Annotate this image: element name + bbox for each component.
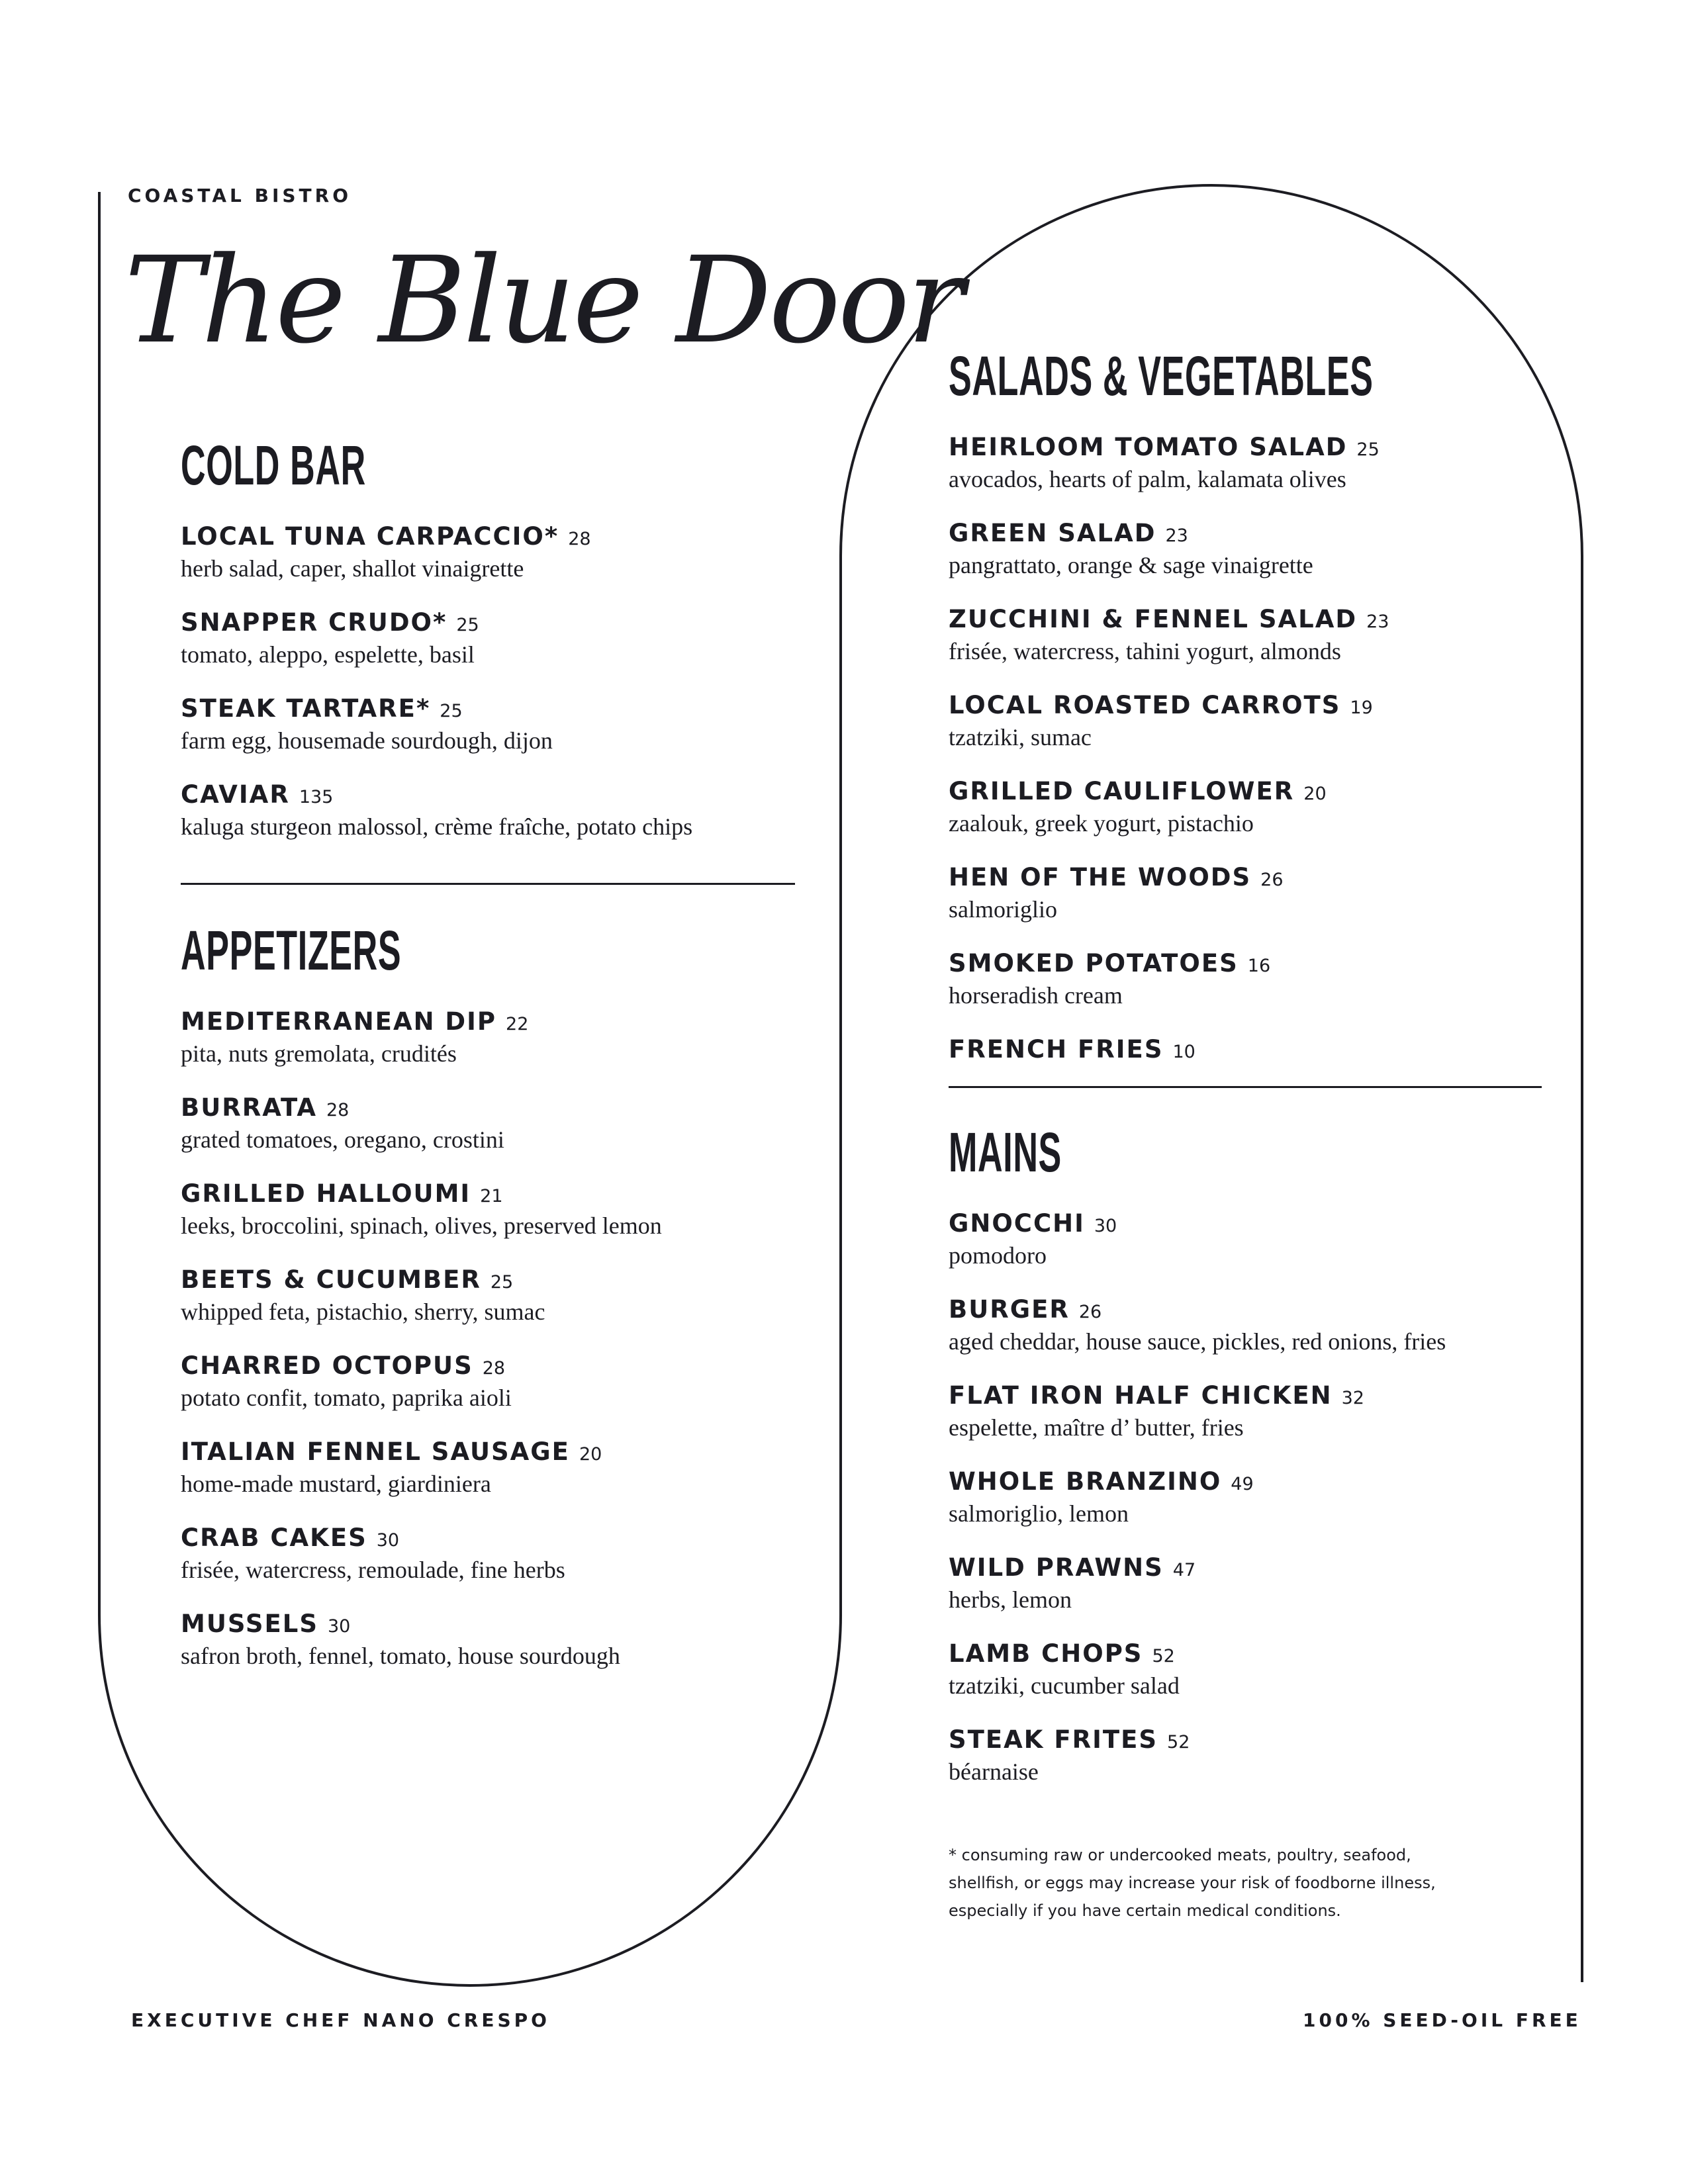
menu-item <box>949 1467 1446 1553</box>
menu-item <box>949 605 1634 691</box>
item-price: 23 <box>1165 525 1188 546</box>
menu-item <box>949 433 1634 519</box>
item-price: 30 <box>376 1530 400 1551</box>
menu-item <box>181 694 692 780</box>
item-name: FRENCH FRIES <box>949 1035 1164 1064</box>
item-description: whipped feta, pistachio, sherry, sumac <box>181 1298 545 1325</box>
menu-item <box>949 1381 1446 1467</box>
menu-item <box>949 1553 1446 1639</box>
menu-item <box>181 1093 662 1179</box>
item-price: 21 <box>480 1186 503 1206</box>
item-price: 25 <box>440 701 463 721</box>
menu-item <box>949 777 1634 863</box>
menu-item <box>181 1610 662 1696</box>
item-description: aged cheddar, house sauce, pickles, red onions, fries <box>949 1328 1446 1355</box>
item-description: salmoriglio <box>949 896 1057 923</box>
section-appetizers <box>181 920 662 1696</box>
item-description: avocados, hearts of palm, kalamata olives <box>949 466 1346 492</box>
item-name: LOCAL ROASTED CARROTS <box>949 691 1341 719</box>
item-price: 25 <box>1356 439 1380 460</box>
item-name: CRAB CAKES <box>181 1524 367 1552</box>
item-price: 26 <box>1260 870 1284 890</box>
item-price: 30 <box>328 1616 351 1637</box>
item-price: 25 <box>456 615 479 635</box>
item-price: 25 <box>490 1272 514 1293</box>
menu-item <box>181 522 692 608</box>
item-name: LOCAL TUNA CARPACCIO* <box>181 522 559 551</box>
menu-item <box>949 1209 1446 1295</box>
menu-item <box>949 519 1634 605</box>
item-price: 28 <box>326 1100 350 1120</box>
item-price: 16 <box>1247 956 1271 976</box>
item-description: salmoriglio, lemon <box>949 1500 1129 1527</box>
item-description: herbs, lemon <box>949 1586 1072 1613</box>
menu-item <box>949 1639 1446 1725</box>
section-title: SALADS & VEGETABLES <box>949 345 1374 407</box>
section-title: APPETIZERS <box>181 919 402 981</box>
item-price: 20 <box>1303 784 1327 804</box>
item-name: GRILLED CAULIFLOWER <box>949 777 1295 805</box>
item-price: 10 <box>1172 1042 1196 1062</box>
menu-item <box>181 1179 662 1265</box>
item-price: 135 <box>299 787 334 807</box>
section-title: COLD BAR <box>181 434 366 496</box>
item-description: farm egg, housemade sourdough, dijon <box>181 727 553 754</box>
item-description: espelette, maître d’ butter, fries <box>949 1414 1244 1441</box>
menu-item <box>181 608 692 694</box>
section-divider <box>949 1086 1542 1088</box>
item-name: STEAK TARTARE* <box>181 694 431 723</box>
footer-chef-credit: EXECUTIVE CHEF NANO CRESPO <box>131 2009 550 2031</box>
item-description: herb salad, caper, shallot vinaigrette <box>181 555 524 582</box>
item-name: STEAK FRITES <box>949 1725 1158 1754</box>
menu-item <box>949 1295 1446 1381</box>
item-description: tzatziki, cucumber salad <box>949 1672 1180 1699</box>
item-name: HEIRLOOM TOMATO SALAD <box>949 433 1348 461</box>
item-name: GRILLED HALLOUMI <box>181 1179 471 1208</box>
menu-item <box>949 691 1634 777</box>
item-name: SNAPPER CRUDO* <box>181 608 447 637</box>
item-description: béarnaise <box>949 1758 1039 1785</box>
item-description: pangrattato, orange & sage vinaigrette <box>949 552 1313 578</box>
restaurant-title: The Blue Door <box>124 232 962 370</box>
item-name: ITALIAN FENNEL SAUSAGE <box>181 1437 570 1466</box>
item-description: pita, nuts gremolata, crudités <box>181 1040 457 1067</box>
item-name: ZUCCHINI & FENNEL SALAD <box>949 605 1358 633</box>
menu-item <box>949 863 1634 949</box>
item-name: GREEN SALAD <box>949 519 1156 547</box>
item-price: 49 <box>1231 1474 1254 1494</box>
item-description: frisée, watercress, tahini yogurt, almonds <box>949 638 1341 664</box>
item-price: 52 <box>1152 1646 1175 1666</box>
item-price: 28 <box>482 1358 506 1379</box>
item-description: frisée, watercress, remoulade, fine herbs <box>181 1557 565 1583</box>
item-name: BURRATA <box>181 1093 317 1122</box>
item-description: zaalouk, greek yogurt, pistachio <box>949 810 1254 837</box>
section-salads-vegetables <box>949 345 1634 1121</box>
item-price: 52 <box>1167 1732 1190 1752</box>
item-price: 26 <box>1078 1302 1102 1322</box>
item-description: tzatziki, sumac <box>949 724 1092 751</box>
item-name: WHOLE BRANZINO <box>949 1467 1222 1496</box>
menu-item <box>181 780 692 866</box>
section-divider <box>181 883 795 885</box>
footer-seed-oil-note: 100% SEED-OIL FREE <box>1303 2009 1581 2031</box>
item-description: leeks, broccolini, spinach, olives, preserved lemon <box>181 1212 662 1239</box>
item-name: GNOCCHI <box>949 1209 1085 1238</box>
item-price: 28 <box>568 529 591 549</box>
item-price: 20 <box>579 1444 602 1465</box>
menu-item <box>949 1725 1446 1811</box>
item-description: tomato, aleppo, espelette, basil <box>181 641 475 668</box>
item-name: CHARRED OCTOPUS <box>181 1351 473 1380</box>
item-name: LAMB CHOPS <box>949 1639 1143 1668</box>
item-price: 32 <box>1341 1388 1364 1408</box>
item-name: MEDITERRANEAN DIP <box>181 1007 497 1036</box>
item-name: FLAT IRON HALF CHICKEN <box>949 1381 1333 1410</box>
item-price: 30 <box>1094 1216 1117 1236</box>
section-cold-bar <box>181 435 692 866</box>
allergy-disclaimer: * consuming raw or undercooked meats, poultry, seafood, shellfish, or eggs may increase your risk of foodborne illness, especially if you have certain medical conditions. <box>949 1846 1436 1920</box>
item-description: safron broth, fennel, tomato, house sourdough <box>181 1643 620 1669</box>
item-description: pomodoro <box>949 1242 1047 1269</box>
item-name: BURGER <box>949 1295 1070 1324</box>
item-price: 47 <box>1172 1560 1196 1580</box>
menu-item <box>949 949 1634 1035</box>
item-price: 22 <box>506 1014 529 1034</box>
item-description: potato confit, tomato, paprika aioli <box>181 1385 512 1411</box>
item-name: WILD PRAWNS <box>949 1553 1164 1582</box>
menu-item <box>181 1265 662 1351</box>
menu-item <box>181 1437 662 1524</box>
item-name: CAVIAR <box>181 780 290 809</box>
menu-item <box>949 1035 1634 1121</box>
item-price: 19 <box>1350 698 1373 718</box>
item-name: BEETS & CUCUMBER <box>181 1265 481 1294</box>
item-name: SMOKED POTATOES <box>949 949 1239 978</box>
section-mains <box>949 1122 1446 1811</box>
menu-item <box>181 1351 662 1437</box>
item-name: HEN OF THE WOODS <box>949 863 1252 891</box>
item-price: 23 <box>1366 612 1389 632</box>
menu-item <box>181 1524 662 1610</box>
menu-item <box>181 1007 662 1093</box>
section-title: MAINS <box>949 1121 1062 1183</box>
item-description: horseradish cream <box>949 982 1123 1009</box>
item-description: home-made mustard, giardiniera <box>181 1471 491 1497</box>
item-description: kaluga sturgeon malossol, crème fraîche, potato chips <box>181 813 693 840</box>
item-description: grated tomatoes, oregano, crostini <box>181 1126 504 1153</box>
item-name: MUSSELS <box>181 1610 318 1638</box>
brand-kicker: COASTAL BISTRO <box>128 185 352 206</box>
